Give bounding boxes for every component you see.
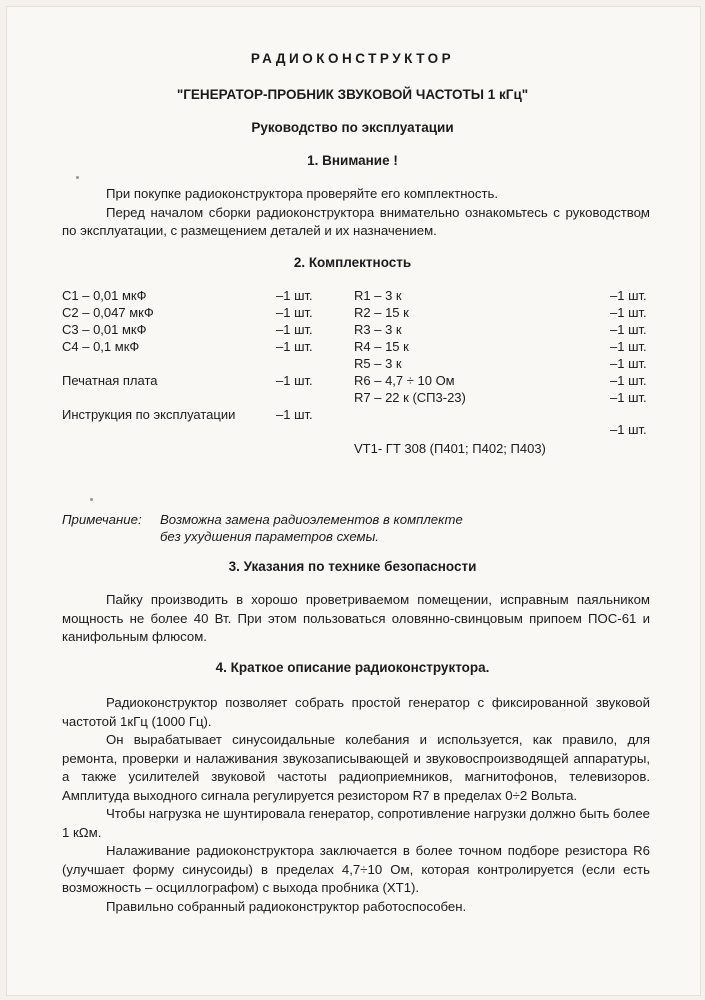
kit-item-qty: –1 шт. <box>276 407 313 422</box>
document-subtitle: Руководство по эксплуатации <box>251 120 454 135</box>
section4-paragraph: Чтобы нагрузка не шунтировала генератор, сопротивление нагрузки должно быть более 1 кΩм. <box>62 806 650 840</box>
kit-item-qty: –1 шт. <box>276 288 313 303</box>
kit-item-name: Инструкция по эксплуатации <box>62 407 236 422</box>
note-text: без ухудшения параметров схемы. <box>160 529 379 544</box>
kit-item-qty: –1 шт. <box>276 305 313 320</box>
section3-heading: 3. Указания по технике безопасности <box>228 559 477 574</box>
kit-item-name: С2 – 0,047 мкФ <box>62 305 154 320</box>
kit-item-name: R1 – 3 к <box>354 288 402 303</box>
kit-item-qty: –1 шт. <box>610 288 647 303</box>
kit-item-qty: –1 шт. <box>610 373 647 388</box>
section4-paragraph: Правильно собранный радиоконструктор работоспособен. <box>106 898 467 914</box>
note-text: Возможна замена радиоэлементов в комплекте <box>160 512 463 527</box>
kit-item-name: С4 – 0,1 мкФ <box>62 339 140 354</box>
section3-body <box>62 591 650 647</box>
document-title: "ГЕНЕРАТОР-ПРОБНИК ЗВУКОВОЙ ЧАСТОТЫ 1 кГц" <box>176 87 529 102</box>
kit-item-name: R4 – 15 к <box>354 339 409 354</box>
section2-heading: 2. Комплектность <box>293 255 412 270</box>
kit-item-qty: –1 шт. <box>276 373 313 388</box>
section1-body <box>62 185 650 241</box>
kit-item-qty: –1 шт. <box>610 339 647 354</box>
kit-item-name: R2 – 15 к <box>354 305 409 320</box>
kit-item-name: R5 – 3 к <box>354 356 402 371</box>
kit-item-name: Печатная плата <box>62 373 158 388</box>
section4-body <box>62 694 650 916</box>
kit-item-qty: –1 шт. <box>610 356 647 371</box>
kit-item-name: С1 – 0,01 мкФ <box>62 288 147 303</box>
section4-paragraph: Он вырабатывает синусоидальные колебания и используется, как правило, для ремонта, проверки и налаживания звукозаписывающей и звуковоспроизводящей аппаратуры, а также усилителей звуковой частоты радиоприемников, магнитофонов, телевизоров. Амплитуда выходного сигнала регулируется резистором R7 в пределах 0÷2 Вольта. <box>62 732 650 803</box>
section1-paragraph: Перед началом сборки радиоконструктора внимательно ознакомьтесь с руководством по эксплуатации, с размещением деталей и их назначением. <box>62 204 650 238</box>
section3-paragraph: Пайку производить в хорошо проветриваемом помещении, исправным паяльником мощность не более 40 Вт. При этом пользоваться оловянно-свинцовым припоем ПОС-61 и канифольным флюсом. <box>62 592 650 644</box>
kit-item-qty: –1 шт. <box>610 390 647 405</box>
note-label: Примечание: <box>62 512 142 527</box>
section4-paragraph: Радиоконструктор позволяет собрать простой генератор с фиксированной звуковой частотой 1кГц (1000 Гц). <box>62 695 650 729</box>
section4-heading: 4. Краткое описание радиоконструктора. <box>215 660 490 675</box>
kit-item-qty: –1 шт. <box>276 322 313 337</box>
transistor-item: VT1- ГТ 308 (П401; П402; П403) <box>354 441 546 456</box>
scan-speck <box>76 176 79 179</box>
section1-heading: 1. Внимание ! <box>307 153 398 168</box>
section1-paragraph: При покупке радиоконструктора проверяйте его комплектность. <box>106 186 499 201</box>
scan-speck <box>90 498 93 501</box>
kit-item-qty: –1 шт. <box>610 322 647 337</box>
kit-item-name: С3 – 0,01 мкФ <box>62 322 147 337</box>
kit-item-name: R6 – 4,7 ÷ 10 Ом <box>354 373 455 388</box>
kit-item-name: R3 – 3 к <box>354 322 402 337</box>
brand-heading: РАДИОКОНСТРУКТОР <box>250 51 455 66</box>
kit-item-qty: –1 шт. <box>610 305 647 320</box>
kit-item-name: R7 – 22 к (СП3-23) <box>354 390 466 405</box>
section4-paragraph: Налаживание радиоконструктора заключается в более точном подборе резистора R6 (улучшает форму синусоиды) в пределах 4,7÷10 Ом, которая контролируется (если есть возможность – осциллографом) с выхода пробника (ХТ1). <box>62 843 650 895</box>
kit-item-qty: –1 шт. <box>276 339 313 354</box>
transistor-qty: –1 шт. <box>610 422 647 437</box>
